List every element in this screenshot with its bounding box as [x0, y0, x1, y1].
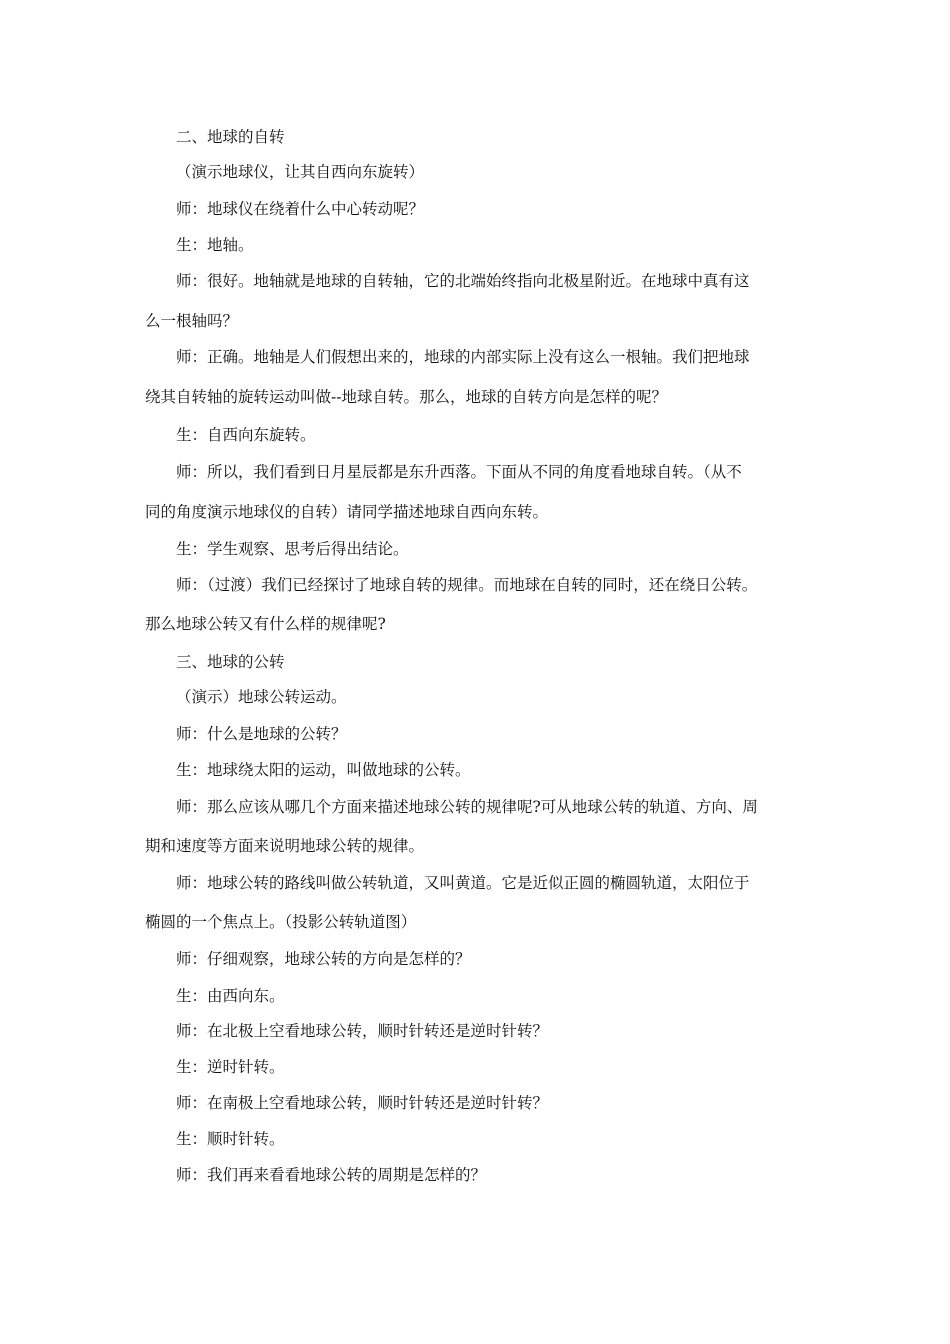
teacher-line: 师：地球公转的路线叫做公转轨道，又叫黄道。它是近似正圆的椭圆轨道，太阳位于 [176, 874, 750, 892]
teacher-line: 师：仔细观察，地球公转的方向是怎样的？ [176, 950, 471, 968]
teacher-line-continued: 那么地球公转又有什么样的规律呢? [145, 615, 386, 633]
section-heading-rotation: 二、地球的自转 [176, 128, 285, 146]
stage-direction: （演示地球仪，让其自西向东旋转） [176, 163, 425, 181]
teacher-line: 师：很好。地轴就是地球的自转轴，它的北端始终指向北极星附近。在地球中真有这 [176, 272, 750, 290]
teacher-line-continued: 绕其自转轴的旋转运动叫做--地球自转。那么，地球的自转方向是怎样的呢？ [145, 388, 667, 406]
teacher-line: 师：在北极上空看地球公转，顺时针转还是逆时针转？ [176, 1022, 549, 1040]
teacher-line: 师：正确。地轴是人们假想出来的，地球的内部实际上没有这么一根轴。我们把地球 [176, 348, 750, 366]
teacher-line: 师：所以，我们看到日月星辰都是东升西落。下面从不同的角度看地球自转。（从不 [176, 463, 742, 481]
student-line: 生：自西向东旋转。 [176, 426, 316, 444]
student-line: 生：顺时针转。 [176, 1130, 285, 1148]
teacher-line-continued: 同的角度演示地球仪的自转）请同学描述地球自西向东转。 [145, 503, 549, 521]
section-heading-revolution: 三、地球的公转 [176, 653, 285, 671]
teacher-line: 师：在南极上空看地球公转，顺时针转还是逆时针转？ [176, 1094, 549, 1112]
stage-direction: （演示）地球公转运动。 [176, 688, 347, 706]
teacher-line: 师：什么是地球的公转？ [176, 725, 347, 743]
teacher-line: 师：地球仪在绕着什么中心转动呢？ [176, 200, 425, 218]
teacher-line: 师：我们再来看看地球公转的周期是怎样的？ [176, 1166, 487, 1184]
teacher-line-continued: 期和速度等方面来说明地球公转的规律。 [145, 837, 425, 855]
student-line: 生：由西向东。 [176, 987, 285, 1005]
student-line: 生：学生观察、思考后得出结论。 [176, 540, 409, 558]
teacher-line-continued: 椭圆的一个焦点上。（投影公转轨道图） [145, 913, 417, 931]
student-line: 生：地球绕太阳的运动，叫做地球的公转。 [176, 761, 471, 779]
teacher-line-continued: 么一根轴吗？ [145, 312, 239, 330]
teacher-line: 师：（过渡）我们已经探讨了地球自转的规律。而地球在自转的同时，还在绕日公转。 [176, 576, 758, 594]
student-line: 生：地轴。 [176, 236, 254, 254]
student-line: 生：逆时针转。 [176, 1058, 285, 1076]
teacher-line: 师：那么应该从哪几个方面来描述地球公转的规律呢?可从地球公转的轨道、方向、周 [176, 798, 758, 816]
